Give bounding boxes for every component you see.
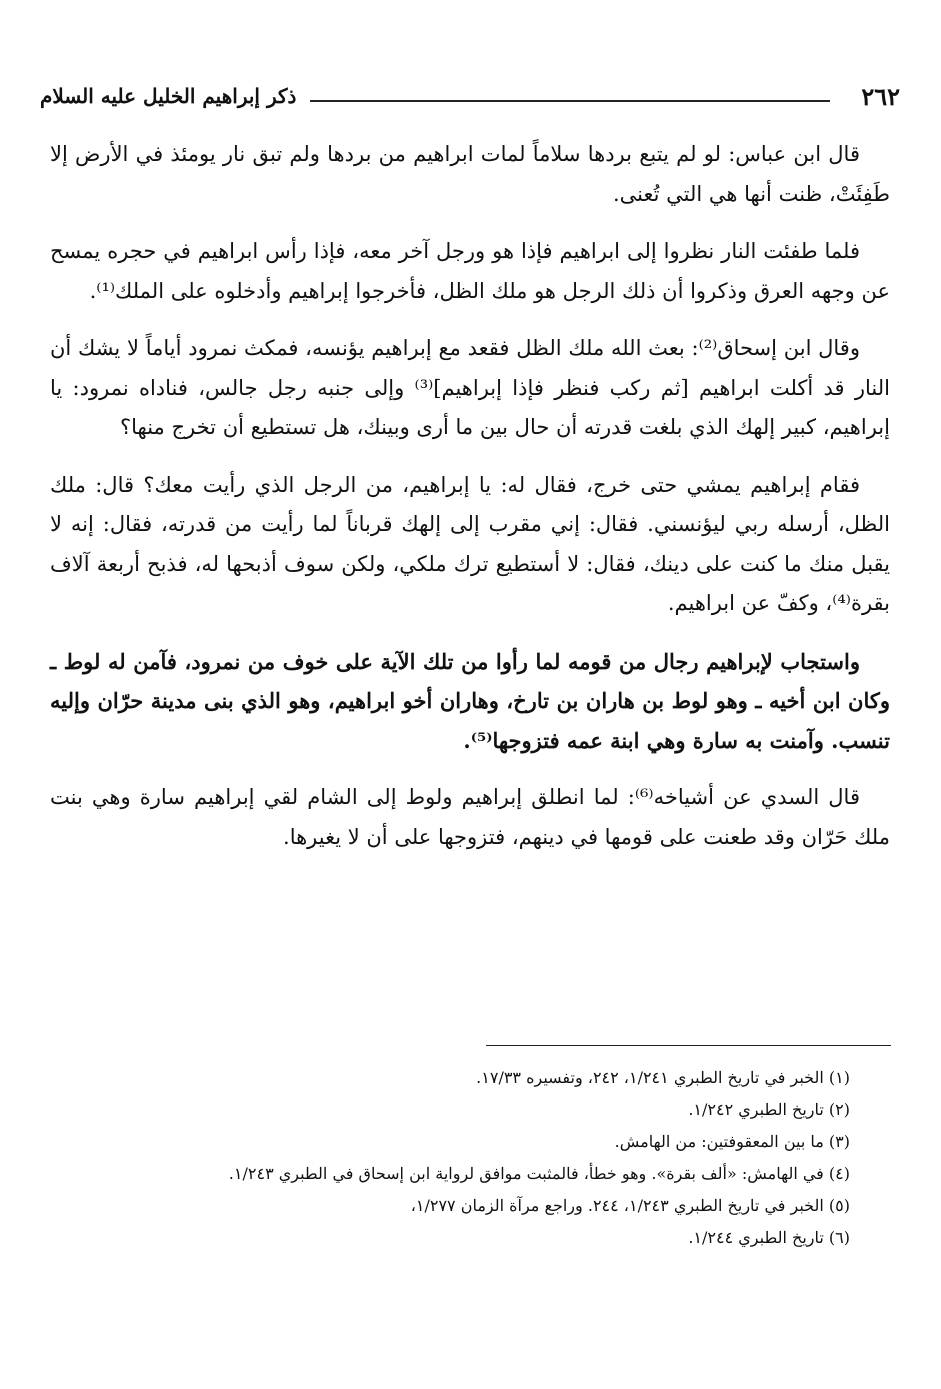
footnote-4: (٤) في الهامش: «ألف بقرة». وهو خطأ، فالمثبت موافق لرواية ابن إسحاق في الطبري ١/٢٤٣. bbox=[228, 1164, 850, 1183]
footnote-2: (٢) تاريخ الطبري ١/٢٤٢. bbox=[688, 1100, 850, 1119]
page-header bbox=[40, 82, 900, 118]
paragraph-1: قال ابن عباس: لو لم يتبع بردها سلاماً لمات ابراهيم من بردها ولم تبق نار يومئذ في الأرض إلا طَفِئَتْ، ظنت أنها هي التي تُعنى. bbox=[50, 142, 890, 206]
footnote-rule bbox=[486, 1045, 891, 1046]
footnote-1: (١) الخبر في تاريخ الطبري ١/٢٤١، ٢٤٢، وتفسيره ١٧/٣٣. bbox=[476, 1068, 850, 1087]
footnote-5: (٥) الخبر في تاريخ الطبري ١/٢٤٣، ٢٤٤. وراجع مرآة الزمان ١/٢٧٧، bbox=[410, 1196, 850, 1215]
main-text bbox=[50, 135, 890, 875]
footnote-6: (٦) تاريخ الطبري ١/٢٤٤. bbox=[688, 1228, 850, 1247]
paragraph-6: قال السدي عن أشياخه⁽⁶⁾: لما انطلق إبراهيم ولوط إلى الشام لقي إبراهيم سارة وهي بنت ملك حَرّان وقد طعنت على قومها في دينهم، فتزوجها على أن لا يغيرها. bbox=[50, 785, 890, 849]
header-rule bbox=[310, 100, 830, 102]
paragraph-4: فقام إبراهيم يمشي حتى خرج، فقال له: يا إبراهيم، من الرجل الذي رأيت معك؟ قال: ملك الظل، أرسله ربي ليؤنسني. فقال: إني مقرب إلى إلهك قرباناً لما رأيت من قدرته، فقال: إنه لا يقبل منك ما كنت على دينك، فقال: لا أستطيع ترك ملكي، ولكن سوف أذبحها له، فذبح أربعة آلاف بقرة⁽⁴⁾، وكفّ عن ابراهيم. bbox=[50, 472, 890, 615]
running-title: ذكر إبراهيم الخليل عليه السلام bbox=[40, 84, 297, 108]
page-number: ٢٦٢ bbox=[861, 82, 900, 111]
footnotes bbox=[50, 1062, 850, 1254]
paragraph-5: واستجاب لإبراهيم رجال من قومه لما رأوا من تلك الآية على خوف من نمرود، فآمن له لوط ـ وكان ابن أخيه ـ وهو لوط بن هاران بن تارخ، وهاران أخو ابراهيم، وهو الذي بنى مدينة حرّان وإليه تنسب. وآمنت به سارة وهي ابنة عمه فتزوجها⁽⁵⁾. bbox=[50, 648, 890, 753]
footnote-3: (٣) ما بين المعقوفتين: من الهامش. bbox=[614, 1132, 850, 1151]
paragraph-3: وقال ابن إسحاق⁽²⁾: بعث الله ملك الظل فقعد مع إبراهيم يؤنسه، فمكث نمرود أياماً لا يشك أن النار قد أكلت ابراهيم [ثم ركب فنظر فإذا إبراهيم]⁽³⁾ وإلى جنبه رجل جالس، فناداه نمرود: يا إبراهيم، كبير إلهك الذي بلغت قدرته أن حال بين ما أرى وبينك، هل تستطيع أن تخرج منها؟ bbox=[50, 336, 890, 439]
paragraph-2: فلما طفئت النار نظروا إلى ابراهيم فإذا هو ورجل آخر معه، فإذا رأس ابراهيم في حجره يمسح عن وجهه العرق وذكروا أن ذلك الرجل هو ملك الظل، فأخرجوا إبراهيم وأدخلوه على الملك⁽¹⁾. bbox=[50, 239, 890, 303]
